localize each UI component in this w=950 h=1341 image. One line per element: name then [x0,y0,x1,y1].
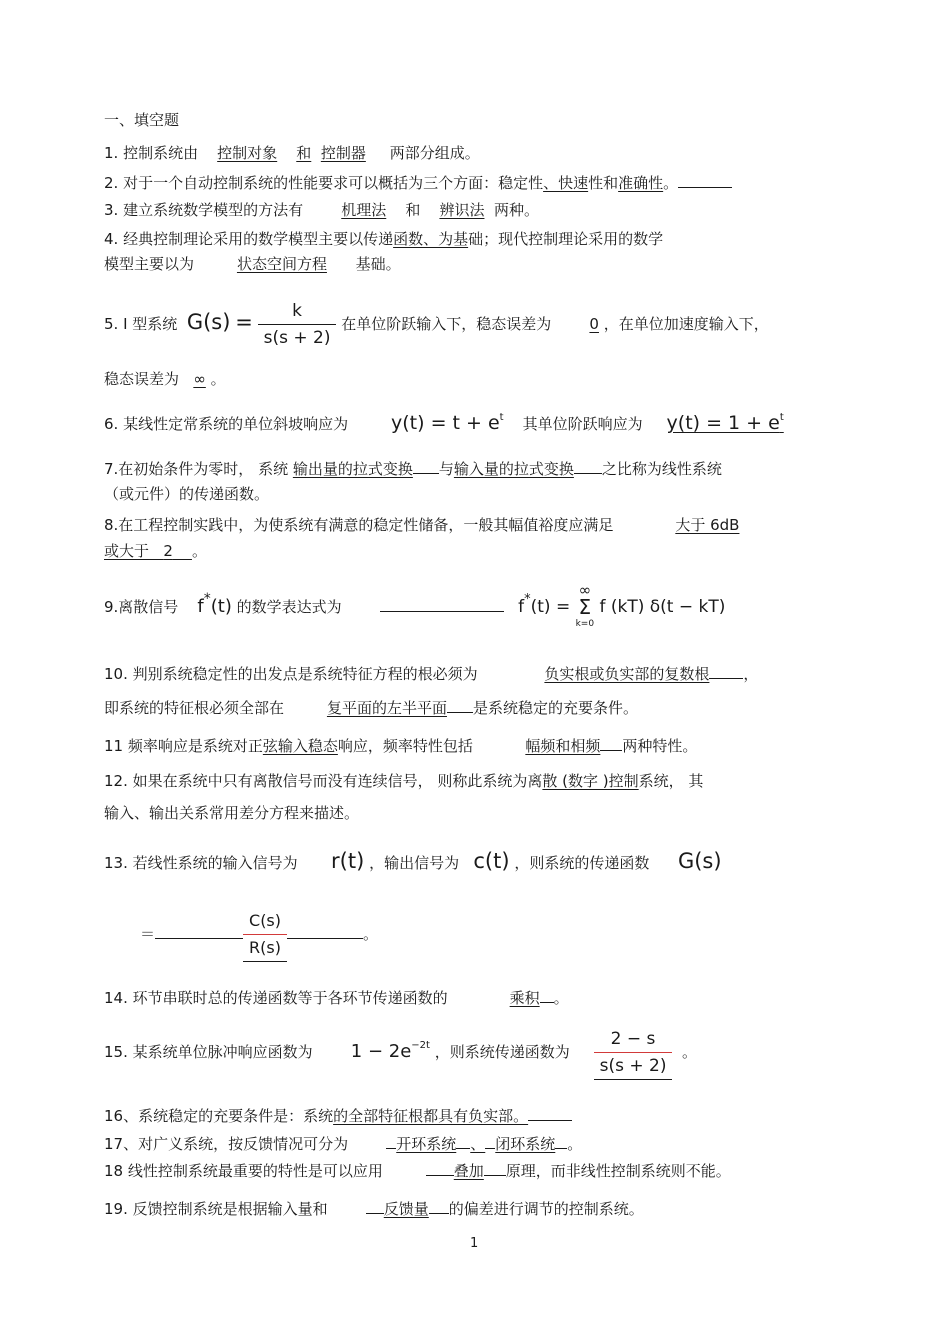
q7-connector: 与 [438,460,454,478]
q15-impulse-response [351,1041,430,1062]
q9-signal-star: * [203,591,211,607]
q3-connector: 和 [405,201,421,219]
q19-blank-2 [429,1197,449,1214]
q8-text-end: 。 [191,542,207,560]
q2-text-end: 。 [663,174,679,192]
q7-blank-2 [574,457,602,474]
q13-denominator: R(s) [249,937,281,957]
q19-text-end: 的偏差进行调节的控制系统。 [448,1200,644,1218]
q18-text-end: 原理，而非线性控制系统则不能。 [505,1162,731,1180]
q14-text-end: 。 [553,989,569,1007]
q7-text-end: 之比称为线性系统 [601,460,722,478]
q8-text-line2: 或大于 [104,542,150,560]
question-12-line-2: 输入、输出关系常用差分方程来描述。 [104,804,360,822]
question-16 [104,1104,572,1126]
question-6 [104,410,784,440]
q18-blank-1 [426,1159,454,1176]
q10-text: 10. 判别系统稳定性的出发点是系统特征方程的根必须为 [104,665,478,683]
question-18 [104,1159,731,1181]
q15-text-mid: ，则系统传递函数为 [434,1043,570,1061]
q15-impulse-expr: 1 − 2e [350,1041,412,1062]
q16-text: 16、系统稳定的充要条件是：系统 [104,1107,334,1125]
q13-fraction [243,908,287,962]
q5-answer-1: 0 [589,315,599,333]
question-13-answer-line [140,906,378,962]
q18-text: 18 线性控制系统最重要的特性是可以应用 [104,1162,383,1180]
q9-rhs-star: * [524,592,531,607]
q9-summation [576,583,594,631]
q7-blank-1 [413,457,439,474]
q2-answer-2: 准确性 [618,174,664,192]
q11-blank [600,734,622,751]
q13-input-signal: r(t) [331,849,365,873]
q5-numerator: k [258,298,337,325]
q7-answer-2: 输入量的拉式变换 [453,460,574,478]
q10-text-line2-end: 是系统稳定的充要条件。 [472,699,638,717]
q5-text-end: ，在单位加速度输入下， [603,315,769,333]
q17-blank-3 [485,1132,495,1149]
q5-text-mid: 在单位阶跃输入下，稳态误差为 [341,315,552,333]
q14-blank [540,986,554,1003]
q11-text-end: 两种特性。 [622,737,698,755]
q4-text-end: 基础。 [355,255,401,273]
q9-sum-symbol: Σ [578,595,592,619]
q5-denominator: s(s + 2) [263,328,331,348]
q8-answer-1: 大于 6dB [675,516,740,534]
q4-text-line2: 模型主要以为 [104,255,195,273]
q9-sum-lower: k=0 [575,619,595,629]
q17-blank-4 [555,1132,567,1149]
q17-answer-1: 开环系统 [396,1135,457,1153]
q3-text-end: 两种。 [494,201,540,219]
q13-text-mid1: ，输出信号为 [369,854,460,872]
q6-step-expr: y(t) = 1 + e [666,412,780,434]
q9-signal [197,591,232,617]
q13-equals: ＝ [140,925,156,943]
q2-text: 2. 对于一个自动控制系统的性能要求可以概括为三个方面：稳定性 [104,174,544,192]
q12-answer: 散 (数字 )控制 [542,772,639,790]
question-8-line-2 [104,541,207,561]
q13-text-end: 。 [363,925,379,943]
q4-answer-1: 函数、为基 [393,230,469,248]
q13-blank-2 [287,922,363,939]
q13-numerator: C(s) [243,908,287,935]
q15-denominator: s(s + 2) [599,1055,667,1076]
q9-rhs-f: f [518,597,525,617]
question-10-line-2 [104,696,638,718]
q18-blank-2 [484,1159,506,1176]
question-2 [104,171,732,193]
q1-text-end: 两部分组成。 [389,144,480,162]
q4-text: 4. 经典控制理论采用的数学模型主要以传递 [104,230,394,248]
question-7-line-2: （或元件）的传递函数。 [104,485,270,503]
q1-connector: 和 [296,144,312,162]
q10-text-end: ， [743,665,759,683]
q6-step-exponent: t [779,412,784,423]
question-12 [104,771,703,791]
q15-numerator: 2 − s [594,1026,673,1053]
question-11 [104,734,697,756]
q19-blank-1 [366,1197,384,1214]
q10-text-line2: 即系统的特征根必须全部在 [104,699,285,717]
q9-text-mid: 的数学表达式为 [236,598,342,616]
q17-text-end: 。 [567,1135,583,1153]
q8-text: 8.在工程控制实践中，为使系统有满意的稳定性储备，一般其幅值裕度应满足 [104,516,614,534]
q3-text: 3. 建立系统数学模型的方法有 [104,201,304,219]
question-9 [104,582,725,634]
q10-answer-2: 复平面的左半平面 [326,699,447,717]
q16-answer: 的全部特征根都具有负实部。 [333,1107,529,1125]
q16-blank [528,1104,572,1121]
q6-step-response [667,412,784,434]
question-10 [104,662,758,684]
q17-blank-1 [386,1132,396,1149]
q6-ramp-expr: y(t) = t + e [391,412,500,434]
question-5 [104,296,769,351]
q2-blank [678,171,732,188]
question-13 [104,846,722,878]
question-4-line-2 [104,254,401,274]
q12-text: 12. 如果在系统中只有离散信号而没有连续信号， 则称此系统为离 [104,772,543,790]
question-8 [104,515,739,535]
q9-rhs-terms: f (kT) δ(t − kT) [599,597,726,617]
q15-fraction [594,1026,673,1080]
q4-text-cont: 础；现代控制理论采用的数学 [468,230,664,248]
q9-signal-f: f [197,596,204,617]
q5-text: 5. I 型系统 [104,315,178,333]
section-heading: 一、填空题 [104,111,180,129]
q14-text: 14. 环节串联时总的传递函数等于各环节传递函数的 [104,989,448,1007]
q15-text: 15. 某系统单位脉冲响应函数为 [104,1043,313,1061]
q11-answer-1: 弦输入稳态 [262,737,338,755]
question-19 [104,1197,644,1219]
q5-text-line2-end: 。 [210,370,226,388]
q13-blank-1 [155,922,243,939]
q11-text-mid: 响应，频率特性包括 [337,737,473,755]
question-15 [104,1024,697,1083]
question-1 [104,143,480,163]
q5-answer-2: ∞ [193,370,206,388]
q17-answer-2: 闭环系统 [495,1135,556,1153]
q2-answer-1: 、快速 [543,174,589,192]
question-5-line-2 [104,369,226,389]
q15-impulse-exponent: −2t [411,1040,430,1051]
q3-answer-1: 机理法 [341,201,387,219]
question-4-line-1 [104,229,663,249]
q7-answer-1: 输出量的拉式变换 [292,460,413,478]
q9-signal-arg: (t) [210,596,232,617]
q5-text-line2: 稳态误差为 [104,370,180,388]
q13-output-signal: c(t) [473,849,510,873]
q4-answer-2: 状态空间方程 [236,255,327,273]
q8-answer-2: 2 [163,542,173,560]
q10-blank-2 [447,696,473,713]
q6-ramp-exponent: t [499,412,504,423]
q1-answer-1: 控制对象 [217,144,278,162]
q5-equals: = [235,310,253,334]
q14-answer: 乘积 [509,989,540,1007]
q5-fraction [258,298,337,351]
q11-answer-2: 幅频和相频 [525,737,601,755]
q9-expression [518,581,726,629]
q15-text-end: 。 [682,1043,698,1061]
q3-answer-2: 辨识法 [439,201,485,219]
question-17 [104,1132,582,1154]
q9-text: 9.离散信号 [104,598,179,616]
q13-text-mid2: ，则系统的传递函数 [514,854,650,872]
q10-answer-1: 负实根或负实部的复数根 [544,665,710,683]
q19-text: 19. 反馈控制系统是根据输入量和 [104,1200,328,1218]
q2-connector: 性和 [588,174,619,192]
q18-answer: 叠加 [453,1162,484,1180]
question-3 [104,200,539,220]
q9-blank [380,595,504,612]
page-number: 1 [470,1236,479,1251]
q12-text-end: 系统， 其 [638,772,704,790]
q6-ramp-response [391,412,504,434]
q19-answer: 反馈量 [383,1200,429,1218]
q10-blank [709,662,743,679]
q1-answer-2: 控制器 [320,144,366,162]
question-14 [104,986,569,1008]
q7-text: 7.在初始条件为零时， 系统 [104,460,289,478]
q17-blank-2 [456,1132,470,1149]
q5-gs: G(s) [186,310,231,334]
question-7 [104,457,722,479]
q11-text: 11 频率响应是系统对正 [104,737,263,755]
q13-text: 13. 若线性系统的输入信号为 [104,854,298,872]
q9-rhs-arg: (t) = [530,597,571,617]
q6-text: 6. 某线性定常系统的单位斜坡响应为 [104,415,349,433]
q9-sum-upper: ∞ [578,581,592,599]
q13-transfer: G(s) [677,849,722,873]
q17-text: 17、对广义系统，按反馈情况可分为 [104,1135,349,1153]
q17-connector: 、 [470,1135,486,1153]
q6-text-mid: 其单位阶跃响应为 [522,415,643,433]
q1-text: 1. 控制系统由 [104,144,199,162]
